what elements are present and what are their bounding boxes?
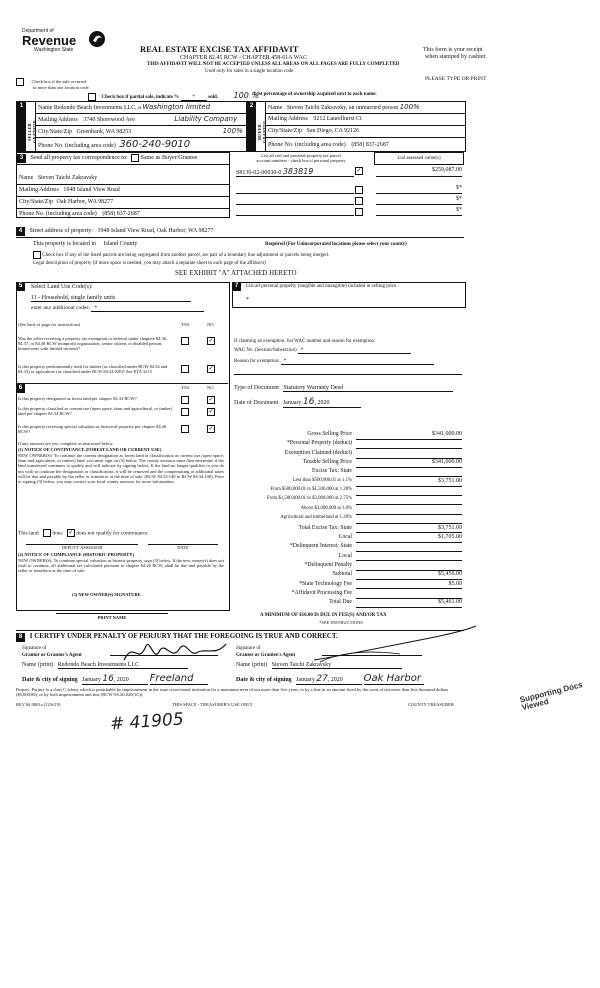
notice-1-body: NEW OWNER(S): To continue the current designation as forest land or classification as current use (open space, farm and agriculture, or timber) land, you must sign on (3) below. The county assessor must then determine if the land transferred continues to qualify and will indicate by signing below. If the land no longer qualifies or you do not wish to continue the designation or classification, it will be removed and the compensating or additional taxes will be due and payable by the seller or transferor at the time of sale. (RCW 84.33.140 or RCW 84.34.108). Prior to signing (3) below, you may contact your local county assessor for more information. — [18, 453, 224, 485]
wac-row — [234, 348, 411, 354]
notice-2-body: NEW OWNER(S): To continue special valuation as historic property, sign (3) below. If the new owner(s) does not wish to continue, all additional tax calculated pursuant to chapter 84.26 RCW, shall be due and payable by the seller or transferor at the time of sale. — [18, 558, 224, 574]
see-back-note: (See back of page for instructions) — [18, 322, 81, 327]
logo-dept: Department of — [22, 28, 54, 34]
parcel-account-1[interactable]: S8136-02-00030-0 — [236, 170, 282, 176]
county-required-note: Required (For Unincorporated locations please select your county) — [265, 242, 407, 247]
question-1: Was the seller receiving a property tax exemption or deferral under chapters 84.36, 84.37, or 84.38 RCW (nonprofit organization, senior citizen, or disabled person, homeowner with limited income)? — [18, 336, 168, 352]
partial-sold-label: sold. — [208, 95, 219, 100]
tax-row-value[interactable]: $3,751.00 — [356, 478, 462, 487]
parcel-personal-checkbox-4[interactable] — [355, 208, 363, 216]
county-value[interactable]: Island County — [103, 241, 138, 247]
tax-row-label: Total Due — [329, 599, 352, 606]
tax-row-label: Less than $500,000.01 at 1.1% — [292, 477, 352, 483]
grantor-date-label: Date & city of signing — [22, 677, 78, 683]
seller-phone-label: Phone No. (including area code) — [38, 143, 116, 149]
tax-row-label: From $1,500,000.01 to $3,000,000 at 2.75% — [266, 496, 352, 502]
parcels-box — [232, 152, 464, 216]
tax-row-value[interactable] — [356, 590, 462, 599]
parcels-header — [236, 153, 366, 163]
deputy-date-label: DATE — [148, 544, 218, 550]
personal-property-input[interactable]: * — [246, 297, 249, 303]
supporting-docs-stamp: Supporting Docs Viewed — [518, 680, 584, 713]
tax-row — [232, 590, 464, 599]
corr-name[interactable]: Steven Taichi Zakravsky — [37, 175, 98, 181]
correspondence-box — [16, 152, 230, 218]
qualify-label: qualify for continuance. — [96, 530, 149, 537]
grantor-print-label: Name (print) — [22, 662, 54, 668]
seller-pct-hand: 100% — [222, 127, 243, 135]
doc-type[interactable]: Statutory Warranty Deed — [283, 385, 453, 392]
tax-row-label: *State Technology Fee — [299, 580, 352, 587]
parcel-row-4[interactable] — [236, 207, 354, 216]
grantee-print-row — [236, 662, 402, 669]
county-label: This property is located in — [33, 241, 96, 247]
grantee-date-month: January — [296, 677, 315, 683]
grantee-date-label: Date & city of signing — [236, 677, 292, 683]
tax-row — [232, 599, 464, 608]
print-name-label: PRINT NAME — [56, 613, 168, 620]
tax-row-value[interactable] — [356, 487, 462, 496]
tax-row — [232, 553, 464, 562]
corr-address-label: Mailing Address — [19, 187, 59, 193]
dor-logo — [22, 28, 112, 53]
q4-no-checkbox[interactable]: ✓ — [208, 409, 214, 415]
seller-city-row — [36, 126, 246, 138]
form-revision: REV 84 0001a (12/6/19) — [16, 702, 61, 707]
county-row — [33, 241, 407, 247]
corr-name-row — [17, 173, 229, 185]
grantor-date[interactable] — [82, 674, 148, 685]
buyer-pct-hand: 100% — [399, 103, 420, 111]
seller-name[interactable]: Redondo Beach Investments LLC, a — [53, 105, 141, 111]
reason-row — [234, 359, 434, 365]
grantee-signature-icon — [310, 624, 480, 664]
does-not-checkbox[interactable]: ✓ — [68, 530, 74, 536]
question-5: Is this property receiving special valuation as historical property per chapter 84.26 RCW? — [18, 424, 167, 435]
tax-row-label: Above $3,000,000 at 3.0% — [300, 505, 352, 511]
see-instructions-note: *SEE INSTRUCTIONS — [319, 620, 363, 625]
buyer-side-label: BUYER GRANTEE — [257, 120, 267, 144]
seller-address-row — [36, 114, 246, 126]
corr-city[interactable]: Oak Harbor, WA 98277 — [56, 199, 114, 205]
tax-row-label: Local — [338, 533, 352, 540]
buyer-city[interactable]: San Diego, CA 92126 — [306, 128, 360, 134]
q1-yes-checkbox[interactable] — [181, 337, 189, 345]
corr-city-label: City/State/Zip — [19, 199, 53, 205]
grantee-print-name[interactable]: Steven Taichi Zakravsky — [272, 662, 402, 669]
handwritten-number: # 41905 — [109, 709, 185, 735]
multi-location-label2: in more than one location code. — [33, 85, 90, 90]
tax-row — [232, 440, 464, 449]
section-3-number: 3 — [17, 154, 26, 163]
doc-date-day-hand: 16 — [303, 397, 315, 407]
q2-yes-checkbox[interactable] — [181, 365, 189, 373]
tax-row — [232, 562, 464, 571]
doc-date-value[interactable] — [283, 397, 361, 408]
tax-row-value[interactable]: $5.00 — [356, 581, 462, 590]
corr-city-row — [17, 197, 229, 209]
parcel-value-1[interactable]: $259,087.00 — [376, 167, 462, 177]
question-3: Is this property designated as forest land per chapter 84.33 RCW? — [18, 396, 137, 401]
tax-row-value[interactable] — [356, 506, 462, 515]
section-5-number: 5 — [16, 282, 25, 291]
tax-row-value[interactable]: $341,000.00 — [356, 431, 462, 440]
tax-row-label: *Affidavit Processing Fee — [291, 589, 352, 596]
does-not-label: does not — [76, 530, 95, 537]
additional-codes-input[interactable]: * — [91, 305, 204, 312]
tax-row-label: *Personal Property (deduct) — [286, 440, 352, 447]
parcel-row-2[interactable] — [236, 185, 354, 194]
parcel-personal-checkbox-1[interactable]: ✓ — [356, 168, 362, 174]
street-address-label: Street address of property: — [29, 228, 93, 234]
reason-input[interactable]: * — [281, 359, 434, 365]
buyer-name-label: Name — [268, 105, 283, 111]
q3-no-checkbox[interactable]: ✓ — [208, 397, 214, 403]
section-6-number: 6 — [16, 384, 25, 393]
wac-label: WAC No. (Section/Subsection) — [234, 348, 297, 353]
grantor-city-hand[interactable]: Freeland — [150, 673, 208, 685]
tax-row-value[interactable] — [356, 515, 462, 524]
seller-address-label: Mailing Address — [38, 117, 78, 123]
tax-row — [232, 496, 464, 505]
corr-address[interactable]: 1948 Island View Road — [63, 187, 120, 193]
tax-row-label: Total Excise Tax: State — [298, 524, 352, 531]
grantee-print-label: Name (print) — [236, 662, 268, 668]
grantee-city-hand[interactable]: Oak Harbor — [364, 673, 424, 685]
parcel-account-hand: 383819 — [282, 167, 314, 176]
partial-pct-hand: 100 % — [233, 91, 259, 100]
section-1-number: 1 — [17, 102, 26, 111]
treasurer-use-note: THIS SPACE - TREASURER'S USE ONLY — [172, 702, 253, 707]
buyer-box — [246, 101, 466, 152]
seller-llc-hand: Liability Company — [174, 115, 238, 123]
tax-row-label: Local — [338, 552, 352, 559]
tax-row-value[interactable] — [356, 450, 462, 459]
grantor-print-row — [22, 662, 188, 669]
parcel-row-3[interactable] — [236, 196, 354, 205]
seller-city[interactable]: Greenbank, WA 98253 — [76, 129, 132, 135]
seller-address[interactable]: 3740 Shorewood Ave — [83, 117, 135, 123]
continuance-row — [18, 529, 149, 537]
tax-row-value[interactable] — [356, 553, 462, 562]
seller-side-label: SELLER GRANTOR — [27, 120, 37, 144]
tax-row-value[interactable]: $1,705.00 — [356, 534, 462, 543]
tax-row-value[interactable] — [356, 562, 462, 571]
buyer-address-row — [266, 114, 465, 126]
tax-row-label: *Delinquent Penalty — [304, 561, 352, 568]
parcel-value-3[interactable]: $* — [376, 196, 462, 205]
corr-name-label: Name — [19, 175, 34, 181]
wac-input[interactable]: * — [298, 348, 411, 354]
grantee-date-year: , 2020 — [327, 677, 343, 683]
tax-row-label: Exemption Claimed (deduct) — [284, 449, 352, 456]
grantor-sig-label — [22, 645, 82, 659]
corr-address-row — [17, 185, 229, 197]
single-loc-note: Used only for sales in a single location code — [205, 69, 294, 74]
tax-row-label: Excise Tax: State — [311, 468, 352, 475]
section-8-number: 8 — [16, 633, 25, 642]
grantee-sig-label-2: Grantee or Grantee's Agent — [236, 653, 296, 658]
question-4: Is this property classified as current use (open space, farm and agricultural, or timber) land per chapter 84.34 RCW? — [18, 406, 173, 417]
form-warning: THIS AFFIDAVIT WILL NOT BE ACCEPTED UNLESS ALL AREAS ON ALL PAGES ARE FULLY COMPLETED — [147, 62, 400, 67]
grantor-sig-label-1: Signature of — [22, 646, 47, 651]
corr-phone-label: Phone No. (including area code) — [19, 211, 97, 217]
parcel-personal-checkbox-3[interactable] — [355, 197, 363, 205]
buyer-phone-label: Phone No. (including area code) — [268, 142, 346, 148]
seller-name-hand: Washington limited — [142, 103, 211, 111]
buyer-name-row — [266, 102, 465, 114]
partial-sale-label: Check box if partial sale, indicate % — [101, 95, 180, 100]
tax-row — [232, 534, 464, 543]
parcel-checkbox-1-wrap — [355, 167, 363, 175]
reason-label: Reason for exemption: — [234, 359, 280, 364]
buyer-address[interactable]: 9212 Laurelhurst Ct — [313, 116, 362, 122]
tax-row — [232, 515, 464, 524]
assessed-header: List assessed value(s) — [374, 152, 464, 165]
seller-phone-row — [36, 138, 246, 152]
grantee-sig-label — [236, 645, 295, 659]
tax-row — [232, 571, 464, 580]
parcel-personal-checkbox-2[interactable] — [355, 186, 363, 194]
partial-sale-checkbox[interactable] — [88, 93, 96, 101]
yes-header-2: YES — [181, 385, 190, 390]
tax-row — [232, 450, 464, 459]
parcel-value-4[interactable]: $* — [376, 207, 462, 216]
personal-property-label: List all personal property (tangible and intangible) included in selling price. — [246, 284, 398, 289]
tax-row-label: Gross Selling Price — [307, 431, 352, 437]
grantor-date-row — [22, 673, 208, 685]
buyer-city-label: City/State/Zip — [268, 128, 302, 134]
tax-row-value[interactable]: $341,000.00 — [356, 459, 462, 468]
tax-row — [232, 506, 464, 515]
parcel-value-2[interactable]: $* — [376, 185, 462, 194]
buyer-address-label: Mailing Address — [268, 116, 308, 122]
county-treasurer-label: COUNTY TREASURER — [408, 702, 454, 707]
parcels-header-line2: account numbers - check box if personal property — [256, 158, 346, 164]
seller-phone-hand[interactable]: 360-240-9010 — [119, 139, 191, 150]
section-4-number: 4 — [16, 227, 25, 236]
q3-yes-checkbox[interactable] — [181, 396, 189, 404]
perjury-note: Perjury: Perjury is a class C felony which is punishable by imprisonment in the state correctional institution for a maximum term of not more than five years, or by a fine in an amount fixed by the court of not more than five thousand dollars ($5,000.00), or by both imprisonment and fine (RCW 9A.20.020(1C)). — [16, 687, 449, 698]
buyer-city-row — [266, 126, 465, 138]
section-7-number: 7 — [232, 282, 241, 291]
deputy-assessor-label: DEPUTY ASSESSOR — [26, 544, 138, 550]
segregated-label: Check box if any of the listed parcels are being segregated from another parcel, are part of a boundary line adjustment or parcels being merged. — [42, 253, 329, 259]
does-checkbox[interactable] — [43, 529, 51, 537]
legal-description[interactable]: SEE EXHIBIT "A" ATTACHED HERETO — [175, 269, 297, 277]
exemption-claim-label: If claiming an exemption, list WAC number and reason for exemption: — [234, 339, 376, 344]
tax-row — [232, 543, 464, 552]
notice-2-title: (2) NOTICE OF COMPLIANCE (HISTORIC PROPERTY) — [18, 552, 134, 557]
tax-row — [232, 459, 464, 468]
question-2: Is this property predominantly used for timber (as classified under RCW 84.34 and 84.33) or agriculture (as classified under RCW 84.34.020)? See ETA 3215 — [18, 364, 168, 375]
doc-date-year: , 2020 — [314, 400, 330, 406]
street-address-row — [16, 227, 464, 238]
corr-phone[interactable]: (858) 837-2687 — [102, 211, 140, 217]
correspondence-title: Send all property tax correspondence to: — [30, 155, 128, 161]
grantor-date-month: January — [82, 677, 101, 683]
buyer-name[interactable]: Steven Taichi Zakravsky, an unmarried person — [286, 105, 399, 111]
tax-row-label: *Delinquent Interest: State — [289, 543, 352, 550]
land-use-label: Select Land Use Code(s): — [31, 284, 93, 290]
multi-location-label: Check box if the sale occurred — [31, 79, 87, 85]
doc-date-month: January — [282, 400, 302, 406]
street-address[interactable]: 1948 Island View Road, Oak Harbor, WA 98277 — [97, 228, 214, 234]
additional-codes-row — [31, 305, 204, 312]
tax-row-label: From $500,000.01 to $1,500,000 at 1.28% — [270, 487, 352, 493]
new-owner-sig-label: (3) NEW OWNER(S) SIGNATURE — [72, 592, 141, 597]
tax-row-value[interactable]: $5,461.00 — [356, 599, 462, 608]
same-as-buyer-label: Same as Buyer/Grantee — [140, 155, 198, 161]
minimum-fee-note: A MINIMUM OF $10.00 IS DUE IN FEE(S) AND/OR TAX — [260, 613, 387, 618]
seller-name-row — [36, 102, 246, 114]
this-land-label: This land — [18, 530, 39, 537]
doc-date-label: Date of Document — [234, 400, 279, 406]
logo-agency: Revenue — [22, 33, 77, 48]
tax-row-value[interactable] — [356, 496, 462, 505]
segregated-checkbox[interactable] — [33, 251, 41, 259]
same-as-buyer-checkbox[interactable] — [131, 154, 139, 162]
q1-no-checkbox[interactable]: ✓ — [208, 338, 214, 344]
tax-row-value[interactable] — [356, 440, 462, 449]
legal-label: Legal description of property (if more space is needed, you may attach a separate sheet to each page of the affidavit) — [33, 261, 266, 266]
seller-city-label: City/State/Zip — [38, 129, 72, 135]
q5-yes-checkbox[interactable] — [181, 425, 189, 433]
land-use-code[interactable]: 11 - Household, single family units — [31, 295, 191, 302]
grantee-date-row — [236, 673, 424, 685]
grantee-sig-label-1: Signature of — [236, 646, 261, 651]
tax-row — [232, 468, 464, 477]
tax-row — [232, 525, 464, 534]
grantor-sig-label-2: Grantor or Grantor's Agent — [22, 653, 82, 658]
no-header-2: NO — [207, 385, 214, 390]
multi-location-checkbox[interactable] — [16, 78, 24, 86]
if-yes-note: If any answers are yes, complete as instructed below. — [18, 441, 114, 446]
grantor-print-name[interactable]: Redondo Beach Investments LLC — [58, 662, 188, 669]
form-chapter: CHAPTER 82.45 RCW - CHAPTER 458-61A WAC — [180, 55, 307, 61]
buyer-phone-row — [266, 138, 465, 152]
form-title: REAL ESTATE EXCISE TAX AFFIDAVIT — [140, 44, 299, 54]
tax-row-label: Taxable Selling Price — [302, 459, 352, 466]
tax-row — [232, 487, 464, 496]
notice-1-title: (1) NOTICE OF CONTINUANCE (FOREST LAND OR CURRENT USE) — [18, 447, 162, 452]
partial-pct-blank[interactable]: * — [181, 95, 207, 101]
tax-row-value[interactable]: $3,751.00 — [356, 525, 462, 534]
grantor-day-hand: 16 — [102, 674, 114, 684]
section-2-number: 2 — [247, 102, 256, 111]
receipt-line1: This form is your receipt — [423, 47, 483, 53]
does-label: does — [52, 530, 63, 537]
buyer-phone[interactable]: (858) 837-2687 — [351, 142, 389, 148]
doc-type-label: Type of Document — [234, 385, 279, 391]
tax-row — [232, 478, 464, 487]
type-or-print: PLEASE TYPE OR PRINT — [425, 76, 487, 82]
tax-row-value[interactable] — [356, 468, 462, 477]
grantee-date[interactable] — [296, 674, 362, 685]
logo-swirl-icon — [88, 30, 106, 48]
parcels-header-line1: List all real and personal property tax parcel — [261, 153, 341, 158]
correspondence-header — [17, 153, 229, 165]
segregated-row — [33, 251, 329, 259]
certify-statement: I CERTIFY UNDER PENALTY OF PERJURY THAT THE FOREGOING IS TRUE AND CORRECT. — [29, 632, 338, 640]
logo-state: Washington State — [34, 47, 74, 53]
ownership-pct-note: List percentage of ownership acquired next to each name. — [254, 92, 377, 97]
tax-row-value[interactable]: $5,456.00 — [356, 571, 462, 580]
tax-row — [232, 581, 464, 590]
tax-row-value[interactable] — [356, 543, 462, 552]
additional-codes-label: enter any additional codes: — [31, 305, 91, 311]
receipt-line2: when stamped by cashier. — [425, 54, 487, 60]
tax-row — [232, 431, 464, 440]
tax-row-label: Subtotal — [332, 571, 352, 578]
grantee-day-hand: 27 — [316, 674, 328, 684]
seller-name-label: Name — [38, 105, 53, 111]
no-header-1: NO — [207, 322, 214, 327]
seller-box — [16, 101, 247, 152]
doc-date-row — [234, 397, 361, 408]
q2-no-checkbox[interactable]: ✓ — [208, 366, 214, 372]
doc-type-row — [234, 385, 453, 392]
grantor-date-year: , 2020 — [113, 677, 129, 683]
partial-sale-row — [88, 91, 259, 101]
q4-yes-checkbox[interactable] — [181, 408, 189, 416]
parcel-row-1 — [236, 167, 354, 177]
q5-no-checkbox[interactable]: ✓ — [208, 426, 214, 432]
yes-header-1: YES — [181, 322, 190, 327]
tax-row-label: Agricultural and timberland at 1.28% — [280, 515, 352, 521]
corr-phone-row — [17, 209, 229, 219]
